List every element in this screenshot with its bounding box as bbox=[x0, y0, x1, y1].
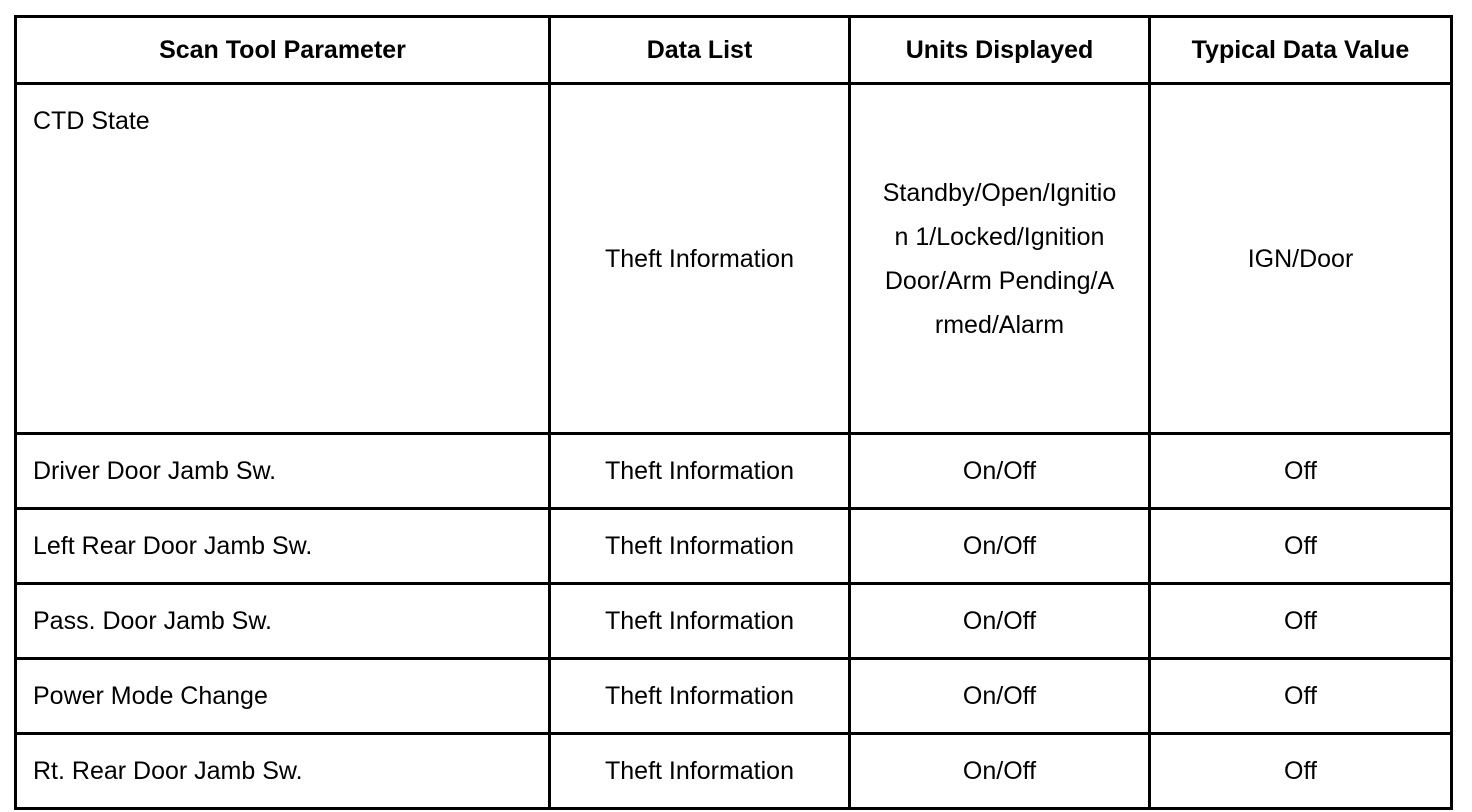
units-displayed-text: Standby/Open/Ignition 1/Locked/Ignition Door/Arm Pending/Armed/Alarm bbox=[882, 178, 1117, 339]
cell-parameter: Driver Door Jamb Sw. bbox=[16, 434, 550, 509]
table-row bbox=[16, 734, 1452, 809]
header-typical-data-value: Typical Data Value bbox=[1150, 17, 1452, 84]
header-data-list: Data List bbox=[550, 17, 850, 84]
table-header-row bbox=[16, 17, 1452, 84]
table-row bbox=[16, 434, 1452, 509]
cell-data-list: Theft Information bbox=[550, 84, 850, 434]
cell-parameter: CTD State bbox=[16, 84, 550, 434]
cell-parameter: Power Mode Change bbox=[16, 659, 550, 734]
header-scan-tool-parameter: Scan Tool Parameter bbox=[16, 17, 550, 84]
cell-data-list: Theft Information bbox=[550, 434, 850, 509]
table-row bbox=[16, 659, 1452, 734]
cell-parameter: Rt. Rear Door Jamb Sw. bbox=[16, 734, 550, 809]
cell-units-displayed: On/Off bbox=[850, 659, 1150, 734]
cell-typical-value: IGN/Door bbox=[1150, 84, 1452, 434]
cell-data-list: Theft Information bbox=[550, 584, 850, 659]
cell-typical-value: Off bbox=[1150, 509, 1452, 584]
cell-parameter: Pass. Door Jamb Sw. bbox=[16, 584, 550, 659]
cell-data-list: Theft Information bbox=[550, 734, 850, 809]
cell-typical-value: Off bbox=[1150, 734, 1452, 809]
cell-units-displayed: On/Off bbox=[850, 584, 1150, 659]
table-row bbox=[16, 509, 1452, 584]
cell-parameter: Left Rear Door Jamb Sw. bbox=[16, 509, 550, 584]
header-units-displayed: Units Displayed bbox=[850, 17, 1150, 84]
cell-typical-value: Off bbox=[1150, 659, 1452, 734]
table-row bbox=[16, 84, 1452, 434]
cell-units-displayed: On/Off bbox=[850, 434, 1150, 509]
cell-data-list: Theft Information bbox=[550, 659, 850, 734]
cell-typical-value: Off bbox=[1150, 584, 1452, 659]
cell-units-displayed: On/Off bbox=[850, 509, 1150, 584]
scan-tool-data-table bbox=[14, 15, 1453, 810]
cell-units-displayed bbox=[850, 84, 1150, 434]
cell-typical-value: Off bbox=[1150, 434, 1452, 509]
cell-data-list: Theft Information bbox=[550, 509, 850, 584]
cell-units-displayed: On/Off bbox=[850, 734, 1150, 809]
table-row bbox=[16, 584, 1452, 659]
